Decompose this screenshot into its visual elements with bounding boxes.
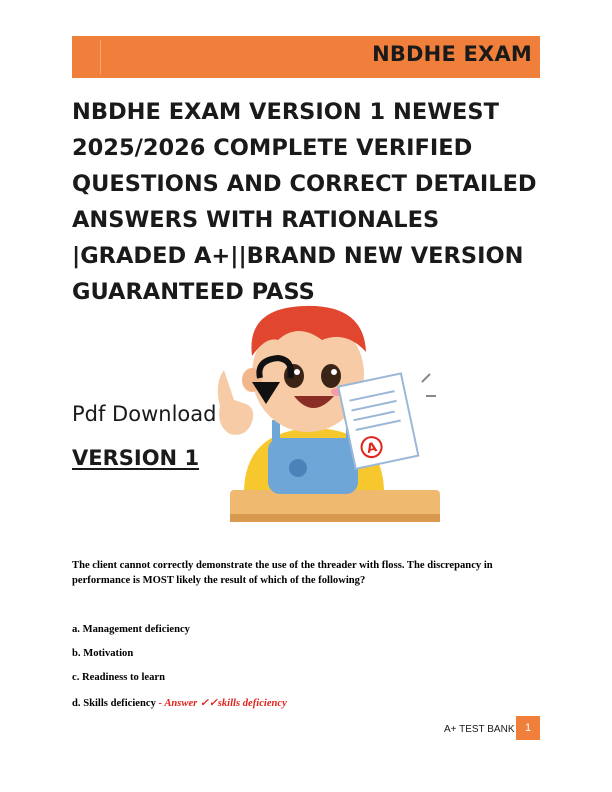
boy-with-graded-paper-illustration (186, 300, 442, 526)
option-a: a. Management deficiency (72, 624, 190, 635)
page-number-badge (516, 716, 540, 740)
option-d-label: d. Skills deficiency (72, 698, 156, 709)
option-b: b. Motivation (72, 648, 134, 659)
paper-grade-mark: A (365, 440, 379, 457)
banner-title: NBDHE EXAM (372, 42, 532, 66)
answer-text: Answer ✓✓skills deficiency (164, 698, 287, 709)
option-c: c. Readiness to learn (72, 672, 165, 683)
version-label: VERSION 1 (72, 446, 200, 470)
option-d (72, 697, 287, 709)
answer-separator: - (155, 698, 165, 709)
banner-divider (100, 40, 101, 74)
footer-text: A+ TEST BANK (444, 724, 515, 735)
document-title: NBDHE EXAM VERSION 1 NEWEST 2025/2026 COMPLETE VERIFIED QUESTIONS AND CORRECT DETAILED ANSWERS WITH RATIONALES |GRADED A+||BRAND NEW VERSION GUARANTEED PASS (72, 99, 537, 305)
page-number: 1 (524, 722, 532, 734)
pdf-download-label: Pdf Download (72, 402, 217, 426)
header-banner (72, 36, 540, 78)
question-text: The client cannot correctly demonstrate the use of the threader with floss. The discrepancy in performance is MOST likely the result of which of the following? (72, 560, 493, 586)
